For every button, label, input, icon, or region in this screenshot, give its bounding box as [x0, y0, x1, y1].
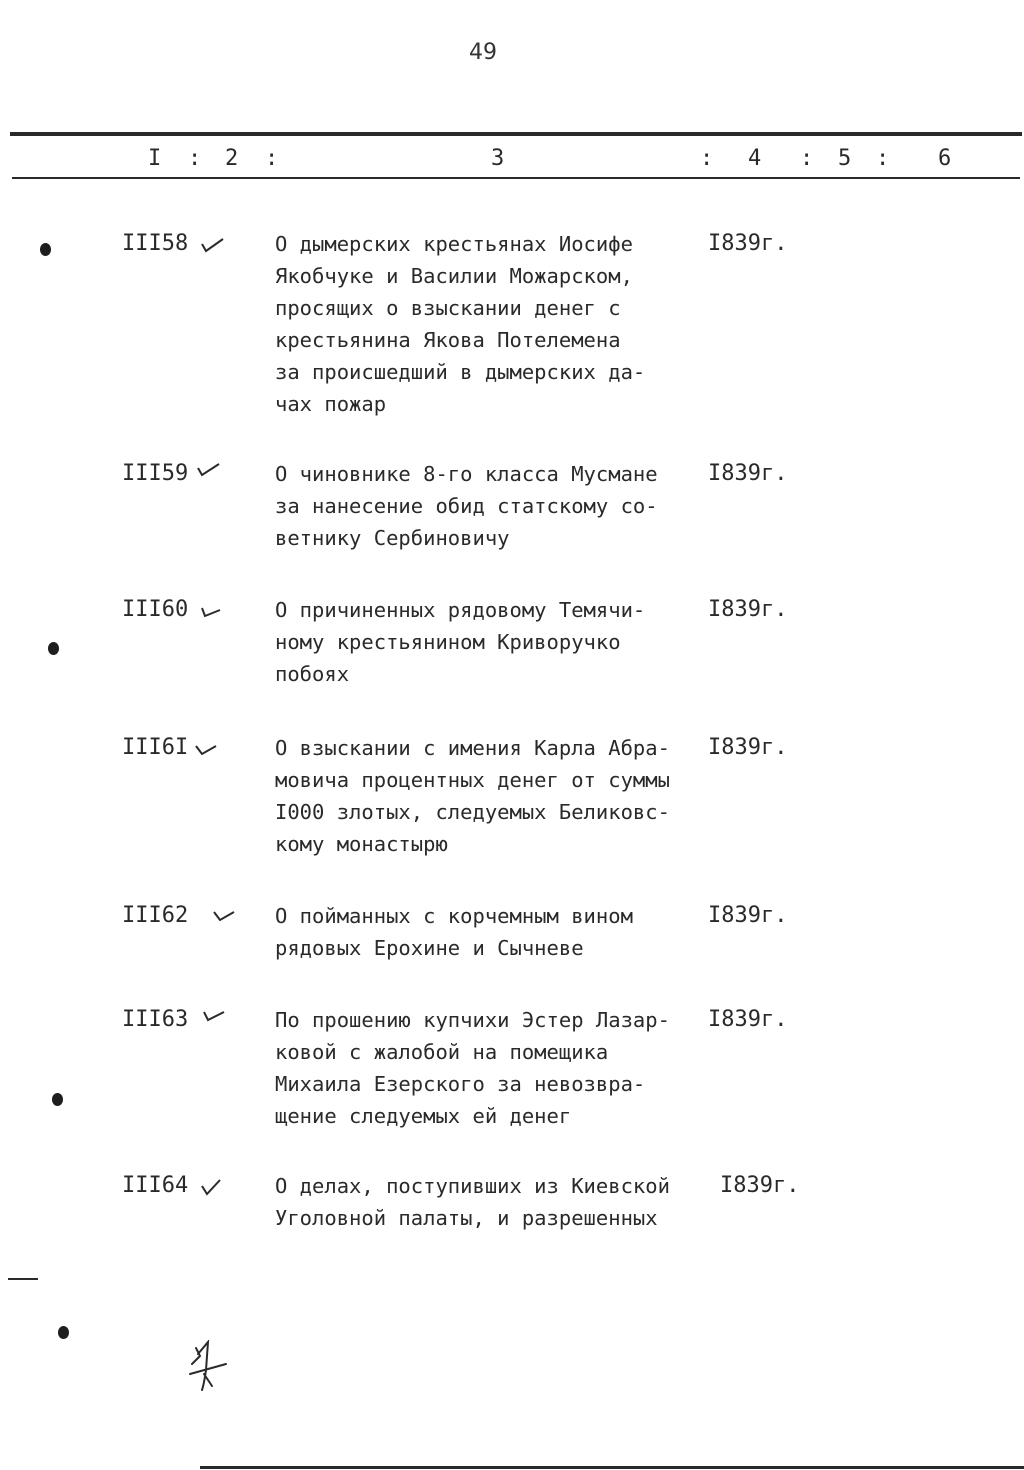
punch-hole [48, 642, 59, 655]
entry-number: III59 [122, 461, 189, 486]
column-separator: : [800, 146, 814, 171]
entry-line: О взыскании с имения Карла Абра- [275, 736, 670, 760]
entry-description [275, 1170, 695, 1234]
page-number: 49 [469, 40, 497, 65]
entry-line: I000 злотых, следуемых Беликовс- [275, 800, 670, 824]
entry-line: Михаила Езерского за невозвра- [275, 1072, 646, 1096]
column-head-4: 4 [748, 146, 762, 171]
column-separator: : [700, 146, 714, 171]
entry-line: Якобчуке и Василии Можарском, [275, 264, 633, 288]
entry-line: О делах, поступивших из Киевской [275, 1174, 670, 1198]
entry-line: крестьянина Якова Потелемена [275, 328, 621, 352]
entry-year: I839г. [708, 903, 788, 928]
entry-line: ному крестьянином Криворучко [275, 630, 621, 654]
entry-description [275, 900, 695, 964]
margin-mark [8, 1278, 38, 1280]
entry-year: I839г. [708, 461, 788, 486]
entry-year: I839г. [708, 597, 788, 622]
entry-number: III58 [122, 231, 189, 256]
entry-description [275, 228, 695, 420]
top-rule [10, 132, 1022, 136]
bottom-rule [200, 1466, 1024, 1469]
entry-line: чах пожар [275, 392, 387, 416]
entry-line: О чиновнике 8-го класса Мусмане [275, 462, 658, 486]
checkmark-icon [200, 600, 226, 620]
column-separator: : [188, 146, 202, 171]
checkmark-icon [196, 460, 222, 480]
column-head-5: 5 [838, 146, 852, 171]
entry-line: за нанесение обид статскому со- [275, 494, 658, 518]
entry-line: побоях [275, 662, 350, 686]
entry-description [275, 458, 695, 554]
entry-year: I839г. [720, 1173, 800, 1198]
entry-line: мовича процентных денег от суммы [275, 768, 670, 792]
entry-year: I839г. [708, 735, 788, 760]
column-head-1: I [148, 146, 162, 171]
checkmark-icon [212, 906, 238, 926]
column-head-2: 2 [225, 146, 239, 171]
handwritten-signature [186, 1340, 232, 1392]
entry-line: ковой с жалобой на помещика [275, 1040, 609, 1064]
entry-number: III6I [122, 735, 189, 760]
checkmark-icon [194, 738, 220, 758]
entry-number: III64 [122, 1173, 189, 1198]
entry-year: I839г. [708, 1007, 788, 1032]
entry-description [275, 594, 695, 690]
entry-year: I839г. [708, 231, 788, 256]
entry-line: рядовых Ерохине и Сычневе [275, 936, 584, 960]
entry-description [275, 1004, 695, 1132]
entry-line: просящих о взыскании денег с [275, 296, 621, 320]
column-head-6: 6 [938, 146, 952, 171]
column-head-3: 3 [491, 146, 505, 171]
entry-line: кому монастырю [275, 832, 448, 856]
column-separator: : [876, 146, 890, 171]
punch-hole [58, 1326, 69, 1339]
entry-line: По прошению купчихи Эстер Лазар- [275, 1008, 670, 1032]
checkmark-icon [200, 234, 226, 254]
entry-line: за происшедший в дымерских да- [275, 360, 646, 384]
entry-line: О пойманных с корчемным вином [275, 904, 633, 928]
entry-number: III62 [122, 903, 189, 928]
entry-number: III60 [122, 597, 189, 622]
entry-line: О причиненных рядовому Темячи- [275, 598, 646, 622]
entry-line: щение следуемых ей денег [275, 1104, 572, 1128]
punch-hole [40, 243, 51, 256]
entry-line: Уголовной палаты, и разрешенных [275, 1206, 658, 1230]
checkmark-icon [200, 1178, 226, 1198]
punch-hole [52, 1093, 63, 1106]
entry-number: III63 [122, 1007, 189, 1032]
entry-line: ветнику Сербиновичу [275, 526, 510, 550]
header-rule [12, 177, 1020, 179]
column-separator: : [265, 146, 279, 171]
entry-description [275, 732, 695, 860]
entry-line: О дымерских крестьянах Иосифе [275, 232, 633, 256]
checkmark-icon [202, 1006, 228, 1026]
